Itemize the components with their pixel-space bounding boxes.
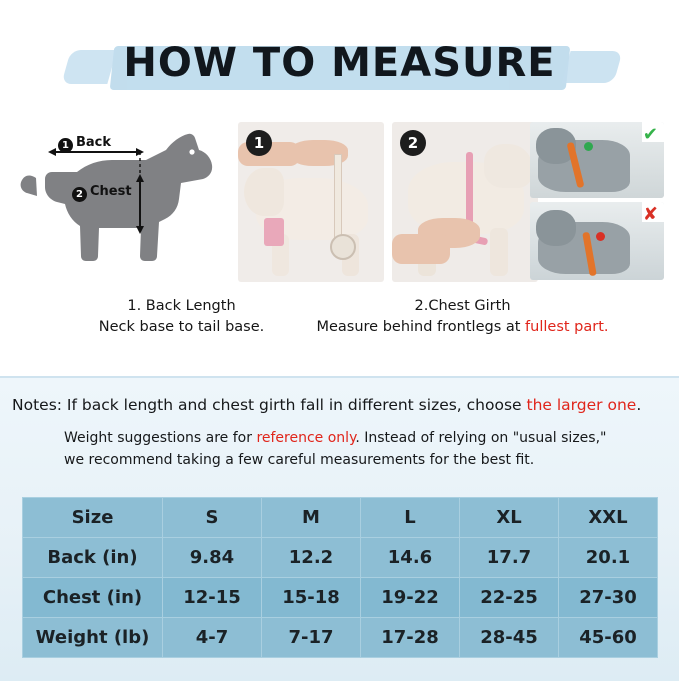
table-row-label: Chest (in) [23,578,163,618]
table-cell: 20.1 [559,538,658,578]
notes-line-1-post: . [636,396,642,414]
mannequin-neck-shape [244,168,284,216]
table-cell: 15-18 [262,578,361,618]
table-cell: 17.7 [460,538,559,578]
notes-panel [0,376,679,681]
back-number-badge: 1 [58,138,73,153]
mannequin-head-shape-2 [484,144,532,188]
table-cell: 28-45 [460,618,559,658]
back-label-text: Back [76,135,112,150]
table-header-cell: M [262,498,361,538]
back-measure-label [58,135,111,153]
caption-left-sub: Neck base to tail base. [98,319,265,336]
table-row-label: Back (in) [23,538,163,578]
table-cell: 19-22 [361,578,460,618]
hand-forearm-2 [392,234,450,264]
mannequin-leg-front-2 [490,228,508,276]
table-cell: 27-30 [559,578,658,618]
table-row [23,618,658,658]
table-cell: 22-25 [460,578,559,618]
table-row [23,538,658,578]
notes-lead: Notes: [12,396,62,414]
caption-right-sub-text: Measure behind frontlegs at [316,319,526,336]
caption-subs-row [0,317,679,338]
table-header-cell: Size [23,498,163,538]
table-header-cell: XXL [559,498,658,538]
table-cell: 17-28 [361,618,460,658]
size-chart-table [22,497,658,658]
table-cell: 4-7 [163,618,262,658]
table-cell: 7-17 [262,618,361,658]
illustration-row [0,122,679,282]
table-header-cell: XL [460,498,559,538]
table-header-cell: S [163,498,262,538]
tape-reel-icon [330,234,356,260]
measuring-tape [334,154,342,242]
notes-line-3: we recommend taking a few careful measurements for the best fit. [64,451,535,468]
caption-right-sub-highlight: fullest part. [525,319,609,336]
photo-2-number-badge: 2 [400,130,426,156]
cross-icon: ✘ [642,204,658,225]
caption-left-title: 1. Back Length [127,298,236,314]
dog-silhouette-icon [16,122,226,282]
table-header-cell: L [361,498,460,538]
page-title: HOW TO MEASURE [123,40,556,86]
check-icon: ✔ [642,124,658,145]
notes-line-2-highlight: reference only [256,430,356,446]
notes-line-2-pre: Weight suggestions are for [64,430,257,446]
table-row-label: Weight (lb) [23,618,163,658]
table-cell: 12-15 [163,578,262,618]
table-cell: 9.84 [163,538,262,578]
notes-line-2-post: . Instead of relying on "usual sizes," [355,430,607,446]
table-cell: 14.6 [361,538,460,578]
title-area [0,28,679,98]
notes-line-1-pre: If back length and chest girth fall in different sizes, choose [62,396,527,414]
dog-silhouette-diagram [16,122,226,282]
notes-line-1 [12,396,641,414]
table-cell: 12.2 [262,538,361,578]
table-cell: 45-60 [559,618,658,658]
size-chart-table-wrap [22,497,658,658]
photo-incorrect-fit [530,202,664,280]
photo-1-number-badge: 1 [246,130,272,156]
table-header-row [23,498,658,538]
photo-correct-fit [530,122,664,198]
caption-right-sub [313,317,613,338]
photo-back-length [238,122,384,282]
caption-titles-row [0,296,679,317]
chest-number-badge: 2 [72,187,87,202]
notes-secondary [64,428,644,471]
dog-photo-head-2 [536,210,576,246]
photo-chest-girth [392,122,538,282]
table-row [23,578,658,618]
measure-point-dot-2 [596,232,605,241]
chest-measure-label [72,184,132,202]
chest-label-text: Chest [90,184,132,199]
caption-area [0,296,679,338]
notes-line-1-highlight: the larger one [526,396,637,414]
caption-right-title: 2.Chest Girth [414,298,511,314]
measuring-tape-end [264,218,284,246]
measure-point-dot [584,142,593,151]
